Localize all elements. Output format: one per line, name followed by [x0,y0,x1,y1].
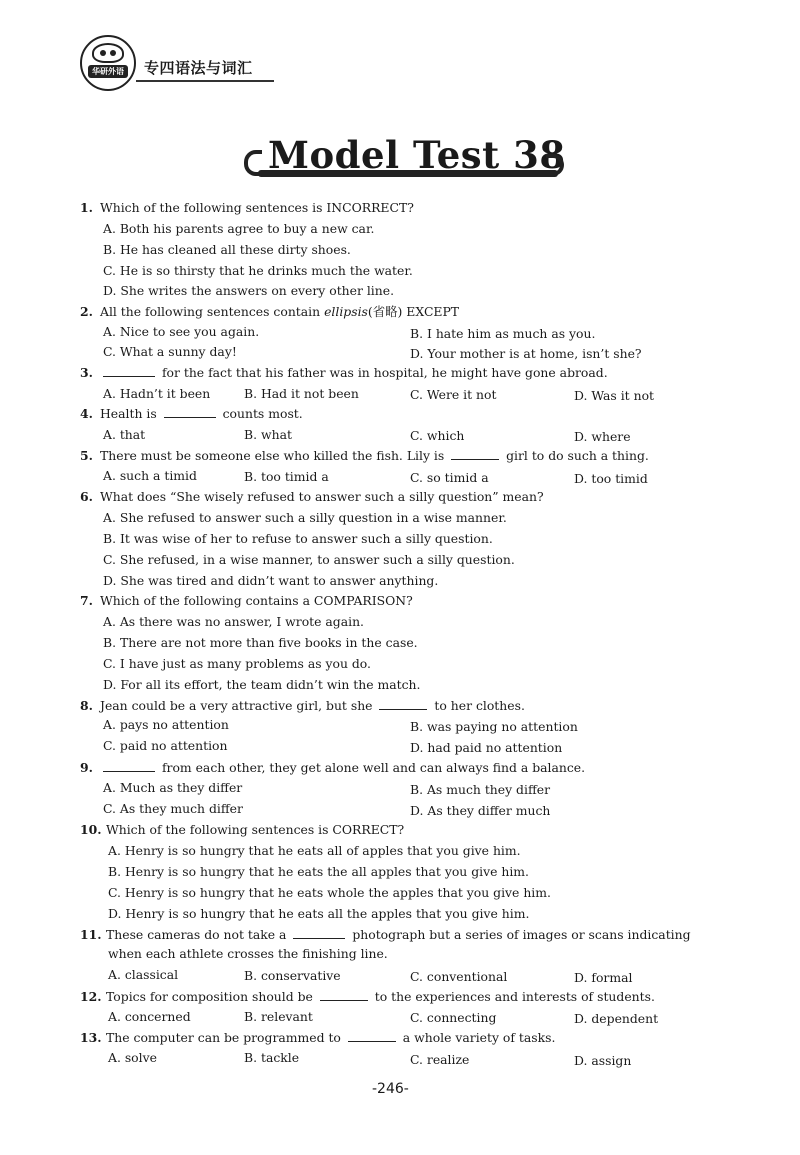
option: D. Was it not [574,388,655,403]
option: D. She writes the answers on every other line. [103,283,395,298]
answer-blank [348,1030,396,1042]
option: A. Henry is so hungry that he eats all of apples that you give him. [108,843,521,858]
option: C. which [410,428,465,443]
question-stem: The computer can be programmed to a whole variety of tasks. [106,1030,556,1045]
answer-blank [103,760,155,772]
option: A. such a timid [103,468,197,483]
publisher-logo [80,35,136,91]
question-stem: from each other, they get alone well and can always find a balance. [100,759,585,776]
option: D. Your mother is at home, isn’t she? [410,346,642,361]
option: D. dependent [574,1011,659,1026]
question-stem: All the following sentences contain ellipsis(省略) EXCEPT [100,304,460,319]
option: C. I have just as many problems as you do. [103,656,371,671]
option: C. paid no attention [103,738,228,753]
answer-blank [379,698,427,710]
option: C. Henry is so hungry that he eats whole the apples that you give him. [108,885,551,900]
question-number: 10 . [80,821,102,838]
question-number: 11 . [80,926,102,943]
option: A. Hadn’t it been [103,386,211,401]
question-number: 9 . [80,759,93,776]
option: C. He is so thirsty that he drinks much the water. [103,263,413,278]
question-stem: for the fact that his father was in hospital, he might have gone abroad. [100,364,608,381]
question-stem: Which of the following sentences is CORRECT? [106,822,405,837]
question-stem: Jean could be a very attractive girl, but she to her clothes. [100,698,525,713]
option: B. tackle [244,1050,300,1065]
question-number: 6 . [80,488,93,505]
page-title: Model Test 38 [268,133,566,177]
answer-blank [293,927,345,939]
title-banner [244,132,564,184]
option: A. solve [108,1050,157,1065]
option: A. classical [108,967,179,982]
option: B. I hate him as much as you. [410,326,596,341]
option: B. As much they differ [410,782,550,797]
option: B. He has cleaned all these dirty shoes. [103,242,351,257]
question-stem: What does “She wisely refused to answer such a silly question” mean? [100,489,544,504]
option: D. For all its effort, the team didn’t win the match. [103,677,421,692]
option: A. concerned [108,1009,191,1024]
question-stem: Health is counts most. [100,406,303,421]
question-number: 5 . [80,447,93,464]
question-number: 7 . [80,592,93,609]
option: B. There are not more than five books in the case. [103,635,418,650]
mascot-icon [92,43,124,63]
option: A. Nice to see you again. [103,324,260,339]
option: C. so timid a [410,470,489,485]
option: B. what [244,427,292,442]
question-number: 3 . [80,364,93,381]
question-number: 1 . [80,199,93,216]
question-number: 2 . [80,303,93,320]
option: B. Had it not been [244,386,359,401]
option: A. She refused to answer such a silly question in a wise manner. [103,510,507,525]
option: C. As they much differ [103,801,243,816]
header-rule [136,80,274,82]
option: B. relevant [244,1009,313,1024]
question-number: 4 . [80,405,93,422]
question-stem: Topics for composition should be to the experiences and interests of students. [106,989,655,1004]
option: B. too timid a [244,469,329,484]
option: A. Much as they differ [103,780,243,795]
question-stem: There must be someone else who killed the fish. Lily is girl to do such a thing. [100,448,649,463]
question-number: 8 . [80,697,93,714]
option: B. Henry is so hungry that he eats the all apples that you give him. [108,864,529,879]
header-title: 专四语法与词汇 [144,59,253,77]
option: A. that [103,427,146,442]
answer-blank [320,989,368,1001]
option: D. had paid no attention [410,740,563,755]
answer-blank [103,365,155,377]
option: A. Both his parents agree to buy a new car. [103,221,375,236]
option: C. Were it not [410,387,497,402]
option: D. formal [574,970,633,985]
option: B. It was wise of her to refuse to answer such a silly question. [103,531,493,546]
option: C. What a sunny day! [103,344,237,359]
question-number: 12 . [80,988,102,1005]
page-number: -246- [372,1081,409,1097]
option: D. As they differ much [410,803,551,818]
question-stem: These cameras do not take a photograph but a series of images or scans indicating [106,927,691,942]
option: D. too timid [574,471,648,486]
option: C. conventional [410,969,508,984]
option: B. conservative [244,968,341,983]
option: A. As there was no answer, I wrote again. [103,614,364,629]
question-stem: Which of the following sentences is INCORRECT? [100,200,414,215]
option: B. was paying no attention [410,719,578,734]
question-stem-continued: when each athlete crosses the finishing line. [108,946,388,961]
option: D. She was tired and didn’t want to answer anything. [103,573,439,588]
option: D. assign [574,1053,632,1068]
logo-text: 华研外语 [88,65,128,78]
option: C. She refused, in a wise manner, to answer such a silly question. [103,552,515,567]
option: D. where [574,429,631,444]
option: D. Henry is so hungry that he eats all the apples that you give him. [108,906,530,921]
option: C. realize [410,1052,470,1067]
answer-blank [451,448,499,460]
option: C. connecting [410,1010,497,1025]
question-stem: Which of the following contains a COMPARISON? [100,593,413,608]
answer-blank [164,406,216,418]
option: A. pays no attention [103,717,229,732]
question-number: 13 . [80,1029,102,1046]
